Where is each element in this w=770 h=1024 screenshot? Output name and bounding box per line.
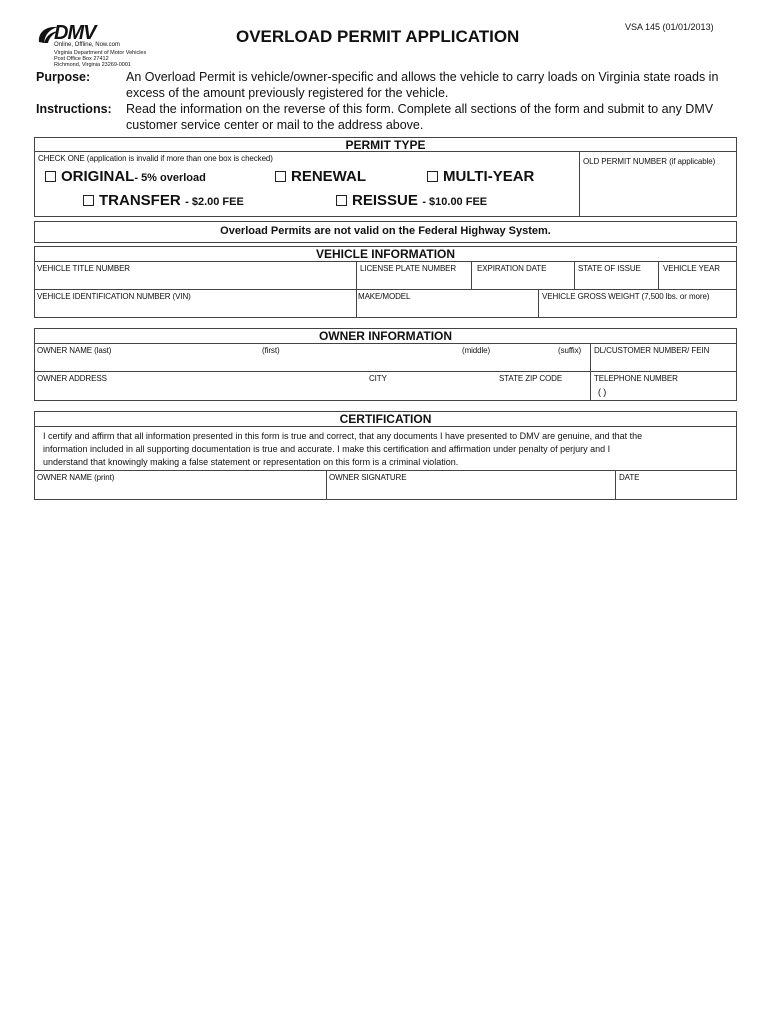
owner-address-label: OWNER ADDRESS: [37, 374, 107, 383]
reissue-checkbox[interactable]: [336, 195, 347, 206]
dl-customer-number-label: DL/CUSTOMER NUMBER/ FEIN: [594, 346, 710, 355]
license-plate-number-label: LICENSE PLATE NUMBER: [360, 264, 457, 273]
check-one-note: CHECK ONE (application is invalid if more than one box is checked): [38, 154, 273, 163]
vehicle-title-number-field[interactable]: [35, 273, 355, 288]
make-model-label: MAKE/MODEL: [358, 292, 411, 301]
old-permit-number-label: OLD PERMIT NUMBER (if applicable): [583, 157, 716, 166]
option-multi-year[interactable]: MULTI-YEAR: [427, 168, 534, 186]
vehicle-year-label: VEHICLE YEAR: [663, 264, 720, 273]
purpose-label: Purpose:: [36, 70, 91, 84]
date-label: DATE: [619, 473, 640, 482]
expiration-date-label: EXPIRATION DATE: [477, 264, 547, 273]
transfer-checkbox[interactable]: [83, 195, 94, 206]
gross-weight-field[interactable]: [539, 302, 736, 317]
gross-weight-label: VEHICLE GROSS WEIGHT (7,500 lbs. or more): [542, 292, 710, 301]
certification-line3: understand that knowingly making a false statement or representation on this form is a criminal violation.: [43, 457, 459, 467]
permit-type-title: PERMIT TYPE: [345, 138, 426, 152]
owner-information-title: OWNER INFORMATION: [318, 329, 453, 343]
telephone-number-field[interactable]: [591, 384, 736, 400]
multi-year-checkbox[interactable]: [427, 171, 438, 182]
purpose-line2: excess of the amount previously registered for the vehicle.: [126, 86, 449, 100]
owner-signature-field[interactable]: [327, 483, 614, 499]
owner-name-first-label: (first): [262, 346, 280, 355]
instructions-line1: Read the information on the reverse of this form. Complete all sections of the form and submit to any DMV: [126, 102, 714, 116]
option-original[interactable]: ORIGINAL- 5% overload: [45, 168, 206, 186]
make-model-field[interactable]: [357, 302, 537, 317]
certification-line2: information included in all supporting documentation is true and accurate. I make this certification and affirmation under penalty of perjury and I: [43, 444, 611, 454]
logo-tagline: Online, Offline, Now.com: [54, 42, 120, 48]
vin-label: VEHICLE IDENTIFICATION NUMBER (VIN): [37, 292, 191, 301]
notice-text: Overload Permits are not valid on the Federal Highway System.: [220, 225, 551, 237]
form-number: VSA 145 (01/01/2013): [625, 22, 714, 32]
option-reissue[interactable]: REISSUE - $10.00 FEE: [336, 192, 487, 210]
owner-name-print-label: OWNER NAME (print): [37, 473, 115, 482]
vehicle-year-field[interactable]: [659, 273, 736, 288]
state-of-issue-field[interactable]: [575, 273, 657, 288]
page-title: OVERLOAD PERMIT APPLICATION: [236, 27, 520, 46]
telephone-number-label: TELEPHONE NUMBER: [594, 374, 678, 383]
instructions-label: Instructions:: [36, 102, 112, 116]
instructions-line2: customer service center or mail to the address above.: [126, 118, 424, 132]
agency-name: Virginia Department of Motor Vehicles: [54, 50, 147, 56]
owner-signature-label: OWNER SIGNATURE: [329, 473, 407, 482]
state-of-issue-label: STATE OF ISSUE: [578, 264, 641, 273]
telephone-area-code: ( ): [598, 387, 607, 397]
owner-name-suffix-label: (suffix): [558, 346, 582, 355]
renewal-checkbox[interactable]: [275, 171, 286, 182]
date-field[interactable]: [616, 483, 736, 499]
license-plate-number-field[interactable]: [357, 273, 470, 288]
agency-address-line2: Richmond, Virginia 23269-0001: [54, 62, 131, 68]
expiration-date-field[interactable]: [472, 273, 573, 288]
vehicle-information-title: VEHICLE INFORMATION: [315, 247, 456, 261]
owner-name-print-field[interactable]: [35, 483, 325, 499]
owner-name-field[interactable]: [35, 356, 589, 370]
certification-line1: I certify and affirm that all information presented in this form is true and correct, that any documents I have presented to DMV are genuine, and that the: [43, 431, 643, 441]
original-checkbox[interactable]: [45, 171, 56, 182]
owner-address-field[interactable]: [35, 384, 589, 400]
city-label: CITY: [369, 374, 387, 383]
logo-wordmark: DMV: [54, 22, 96, 44]
state-zip-label: STATE ZIP CODE: [499, 374, 563, 383]
option-transfer[interactable]: TRANSFER - $2.00 FEE: [83, 192, 244, 210]
dmv-logo: [36, 22, 168, 70]
agency-address-line1: Post Office Box 27412: [54, 56, 109, 62]
dl-customer-number-field[interactable]: [591, 356, 736, 370]
owner-name-last-label: OWNER NAME (last): [37, 346, 112, 355]
purpose-line1: An Overload Permit is vehicle/owner-specific and allows the vehicle to carry loads on Virginia state roads in: [126, 70, 719, 84]
option-renewal[interactable]: RENEWAL: [275, 168, 366, 186]
owner-name-middle-label: (middle): [462, 346, 491, 355]
certification-title: CERTIFICATION: [339, 412, 432, 426]
vin-field[interactable]: [35, 302, 355, 317]
vehicle-title-number-label: VEHICLE TITLE NUMBER: [37, 264, 130, 273]
